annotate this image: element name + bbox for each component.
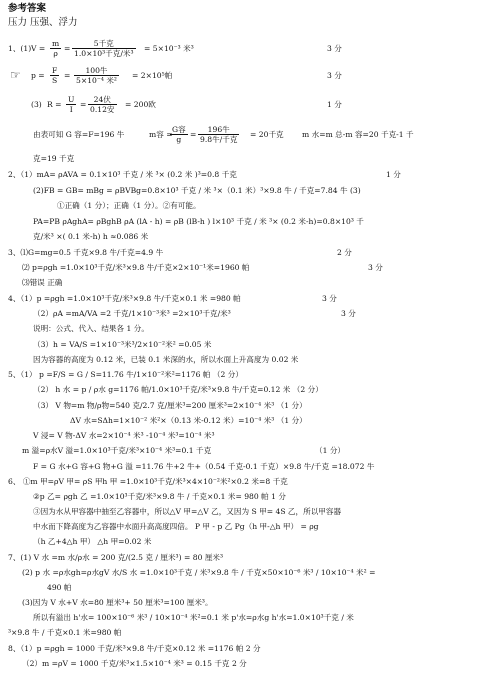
q1-p1-result: = 5×10⁻³ 米³ (144, 44, 194, 53)
score-label: 2 分 (337, 248, 352, 257)
text-line: （2）m =ρV = 1000 千克/米³×1.5×10⁻⁴ 米³ = 0.15 千克 2 分 (22, 659, 247, 668)
text-line: 3、⑴G=mg=0.5 千克×9.8 牛/千克=4.9 牛 (8, 248, 164, 257)
q1-p3-prefix: (3) (31, 100, 42, 109)
text-line: （3）h = VA/S =1×10⁻³米³/2×10⁻²米² =0.05 米 (33, 340, 212, 349)
q1-p4-eq: = (190, 130, 197, 139)
text-line: （2） h 水 = p / ρ水 g=1176 帕/1.0×10³千克/米³×9.8 牛/千克=0.12 米 （2 分） (33, 385, 323, 394)
score-label: 3 分 (368, 263, 383, 272)
text-line: 7、(1) V 水 =m 水/ρ水 = 200 克/(2.5 克 / 厘米³) = 80 厘米³ (8, 553, 224, 562)
q1-p1-score: 3 分 (327, 44, 342, 53)
text-line: 所以有溢出 h'水= 100×10⁻⁶ 米³ / 10×10⁻⁴ 米²=0.1 米 p'水=ρ水g h'水=1.0×10³千克 / 米 (33, 613, 354, 622)
pointing-hand-icon: ☞ (10, 68, 21, 82)
score-label: 3 分 (322, 294, 337, 303)
text-line: 2、（1）mA= ρAVA = 0.1×10³ 千克 / 米 ³× (0.2 米 )³=0.8 千克 (8, 170, 237, 179)
score-label: 1 分 (386, 170, 401, 179)
q1-p3-lhs: R = (47, 100, 62, 109)
q1-p2-result: = 2×10⁵帕 (132, 71, 173, 80)
text-line: 6、 ①m 甲=ρV 甲= ρS 甲h 甲 =1.0×10³千克/米³×4×10⁻²米²×0.2 米=8 千克 (8, 477, 288, 486)
page-subtitle: 压力 压强、浮力 (8, 17, 78, 28)
text-line: （h 乙+4△h 甲） △h 甲=0.02 米 (33, 537, 152, 546)
text-line: V 浸= V 物-ΔV 水=2×10⁻⁴ 米³ -10⁻⁴ 米³=10⁻⁴ 米³ (33, 431, 215, 440)
score-label: 3 分 (341, 309, 356, 318)
q1-p1-lhs: V = (31, 44, 46, 53)
q1-p4-lhs: m容 = (149, 130, 173, 139)
q1-p4-frac-symbol: G容 g (172, 125, 186, 144)
q1-p3-frac-value: 24伏 0.12安 (90, 95, 115, 114)
text-line: PA=PB ρAghA= ρBghB ρA (lA - h) = ρB (lB-h ) l×10³ 千克 / 米 ³× (0.2 米-h)=0.8×10³ 千 (33, 217, 364, 226)
text-line: ①正确（1 分）；正确（1 分）。②有可能。 (57, 201, 201, 210)
q1-p4-cont: 克=19 千克 (33, 154, 75, 163)
q1-p4-text: 由表可知 G 容=F=196 牛 (33, 130, 125, 139)
text-line: ⑵ p=ρgh =1.0×10³千克/米³×9.8 牛/千克×2×10⁻¹米=1960 帕 (22, 263, 250, 272)
q1-p3-eq: = (80, 100, 87, 109)
text-line: ³×9.8 牛 / 千克×0.1 米=980 帕 (8, 628, 122, 637)
q1-p3-score: 1 分 (327, 100, 342, 109)
q1-p2-frac-symbol: $\frac{F}{S}$ (52, 66, 58, 85)
q1-p3-frac-symbol: $\frac{U}{I}$ (68, 95, 75, 114)
q1-p1-frac-symbol: $\frac{m}{\rho}$ (52, 39, 60, 58)
text-line: 克/米³ ×( 0.1 米-h) h ≈0.086 米 (33, 232, 149, 241)
text-line: 中水而下降高度为乙容器中水面升高高度四倍。 P 甲 - p 乙 Pg（h 甲-△h 甲） = ρg (33, 522, 319, 531)
q1-p2-lhs: p = (31, 71, 45, 80)
text-line: F = G 水+G 容+G 物+G 溢 =11.76 牛+2 牛+（0.54 千克-0.1 千克）×9.8 牛/千克 =18.072 牛 (33, 462, 375, 471)
page-title: 参考答案 (8, 3, 47, 14)
text-line: ③因为水从甲容器中抽至乙容器中，所以△V 甲=△V 乙，又因为 S 甲= 4S 乙，所以甲容器 (33, 507, 342, 516)
text-line: （2）ρA =mA/VA =2 千克/1×10⁻³米³ =2×10³千克/米³ (33, 309, 231, 318)
text-line: (2)FB = GB= mBg = ρBVBg=0.8×10³ 千克 / 米 ³×（0.1 米）³×9.8 牛 / 千克=7.84 牛 (3) (33, 186, 361, 195)
text-line: 490 帕 (47, 583, 72, 592)
text-line: (3)因为 V 水+V 水=80 厘米³+ 50 厘米³=100 厘米³。 (22, 598, 213, 607)
q1-p4-result: = 20千克 (250, 130, 284, 139)
text-line: 8、（1）p =ρgh = 1000 千克/米³×9.8 牛/千克×0.12 米 =1176 帕 2 分 (8, 644, 261, 653)
q1-p2-score: 3 分 (327, 71, 342, 80)
score-label: （1 分） (315, 446, 346, 455)
text-line: （3） V 物=m 物/ρ物=540 克/2.7 克/厘米³=200 厘米³=2×10⁻⁴ 米³ （1 分） (33, 401, 307, 410)
text-line: (2) p 水 =ρ水gh=ρ水gV 水/S 水 =1.0×10³千克 / 米³×9.8 牛 / 千克×50×10⁻⁶ 米³ / 10×10⁻⁴ 米² = (22, 568, 376, 577)
q1-p2-eq: = (64, 71, 71, 80)
text-line: 因为容器的高度为 0.12 米，已装 0.1 米深的水，所以水面上升高度为 0.02 米 (33, 355, 299, 364)
q1-p4-tail: m 水=m 总-m 容=20 千克-1 千 (302, 130, 414, 139)
text-line: 4、（1）p =ρgh =1.0×10³千克/米³×9.8 牛/千克×0.1 米 =980 帕 (8, 294, 241, 303)
text-line: 说明：公式、代入、结果各 1 分。 (33, 324, 149, 333)
q1-p2-frac-value: 100牛 5×10⁻⁴ 米² (76, 66, 117, 85)
q1-p3-result: = 200欧 (125, 100, 156, 109)
text-line: 5、（1） p =F/S = G / S=11.76 牛/1×10⁻²米²=1176 帕 （2 分） (8, 370, 243, 379)
q1-p1-eq: = (64, 44, 71, 53)
text-line: ②p 乙= ρgh 乙 =1.0×10³千克/米³×9.8 牛 / 千克×0.1 米= 980 帕 1 分 (33, 492, 286, 501)
text-line: m 溢=ρ水V 溢=1.0×10³千克/米³×10⁻⁴ 米³=0.1 千克 (22, 446, 212, 455)
q1-p1-prefix: 1、(1) (8, 44, 32, 53)
text-line: ΔV 水=SΔh=1×10⁻² 米²×（0.13 米-0.12 米）=10⁻⁴ 米³ （1 分） (70, 416, 307, 425)
q1-p4-frac-value: 196牛 9.8牛/千克 (200, 125, 238, 144)
q1-p1-frac-value: 5千克 1.0×10³千克/米³ (74, 39, 134, 58)
text-line: ⑶错误 正确 (22, 278, 63, 287)
